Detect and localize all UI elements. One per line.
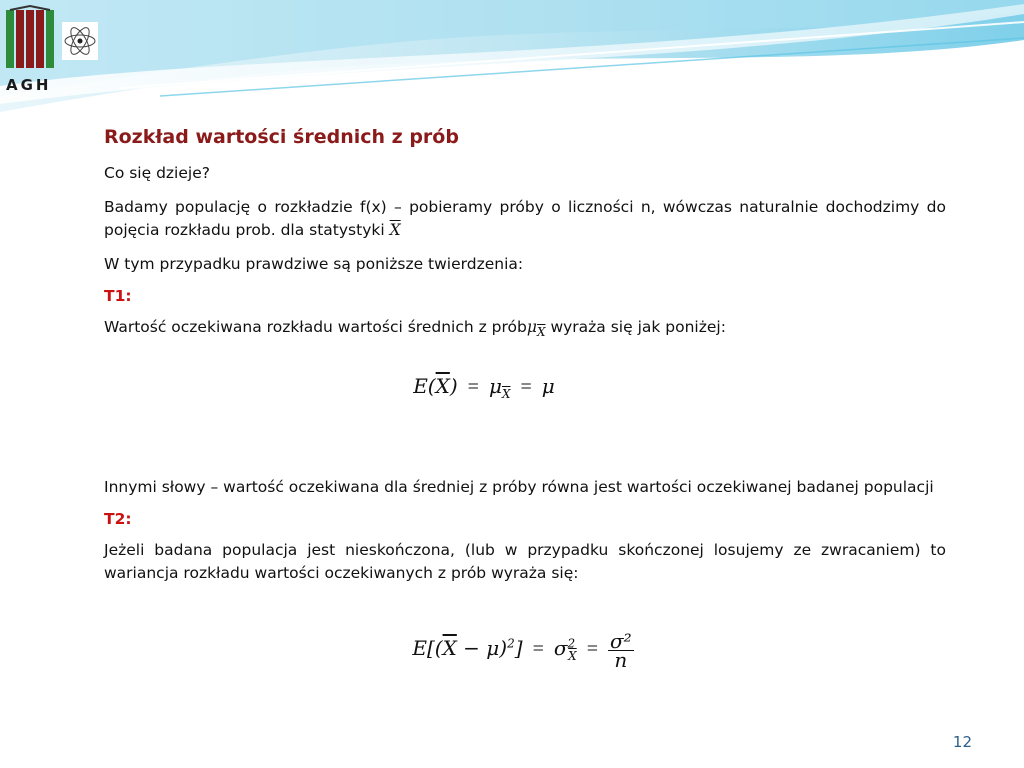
formula1-eq2: = — [515, 376, 537, 398]
formula-variance — [400, 629, 646, 684]
formula1-mid: $\mu_{\overline{X}}$ — [488, 374, 511, 401]
paragraph-question: Co się dzieje? — [104, 164, 210, 182]
statistic-x-bar: $\overline{X}$ — [389, 221, 401, 239]
formula1-lhs: $E(\overline{X})$ — [413, 374, 458, 398]
theorem-1-text-after: wyraża się jak poniżej: — [550, 318, 726, 336]
slide-content — [104, 126, 946, 344]
theorem-1-label: T1: — [104, 287, 132, 305]
mu-subscript: X — [536, 325, 546, 340]
theorem-2-label: T2: — [104, 510, 132, 528]
formula2-mid: $\sigma^2_{\overline{X}}$ — [553, 636, 577, 664]
paragraph-population — [104, 196, 946, 242]
agh-logo-text: AGH — [6, 76, 52, 94]
slide-title: Rozkład wartości średnich z prób — [104, 126, 459, 148]
theorem-1-text-before: Wartość oczekiwana rozkładu wartości średnich z prób — [104, 318, 527, 336]
formula-expected-value — [404, 374, 564, 410]
mu-x-bar-symbol — [526, 318, 546, 340]
atom-logo — [62, 22, 98, 60]
paragraph-in-other-words: Innymi słowy – wartość oczekiwana dla średniej z próby równa jest wartości oczekiwanej badanej populacji — [104, 478, 934, 496]
header-wave-decoration — [0, 0, 1024, 130]
formula2-fraction — [608, 629, 634, 672]
mu-symbol: μ — [526, 318, 537, 336]
paragraph-population-text: Badamy populację o rozkładzie f(x) – pobieramy próby o liczności n, wówczas naturalnie dochodzimy do pojęcia rozkładu prob. dla statystyki — [104, 198, 946, 239]
fraction-denominator: n — [614, 648, 628, 672]
theorem-1-text — [104, 316, 946, 344]
theorem-2-text: Jeżeli badana populacja jest nieskończona, (lub w przypadku skończonej losujemy ze zwracaniem) to wariancja rozkładu wartości oczekiwanych z prób wyraża się: — [104, 541, 946, 582]
slide-content-lower — [104, 476, 946, 596]
page-number: 12 — [952, 733, 972, 751]
fraction-numerator: σ² — [609, 629, 632, 653]
formula2-lhs: $E[(\overline{X} - \mu)^2]$ — [412, 636, 523, 661]
paragraph-theorems-intro: W tym przypadku prawdziwe są poniższe twierdzenia: — [104, 255, 524, 273]
formula2-eq1: = — [527, 638, 549, 661]
formula1-rhs: μ — [541, 374, 555, 398]
formula2-eq2: = — [581, 638, 603, 661]
formula1-eq1: = — [462, 376, 484, 398]
